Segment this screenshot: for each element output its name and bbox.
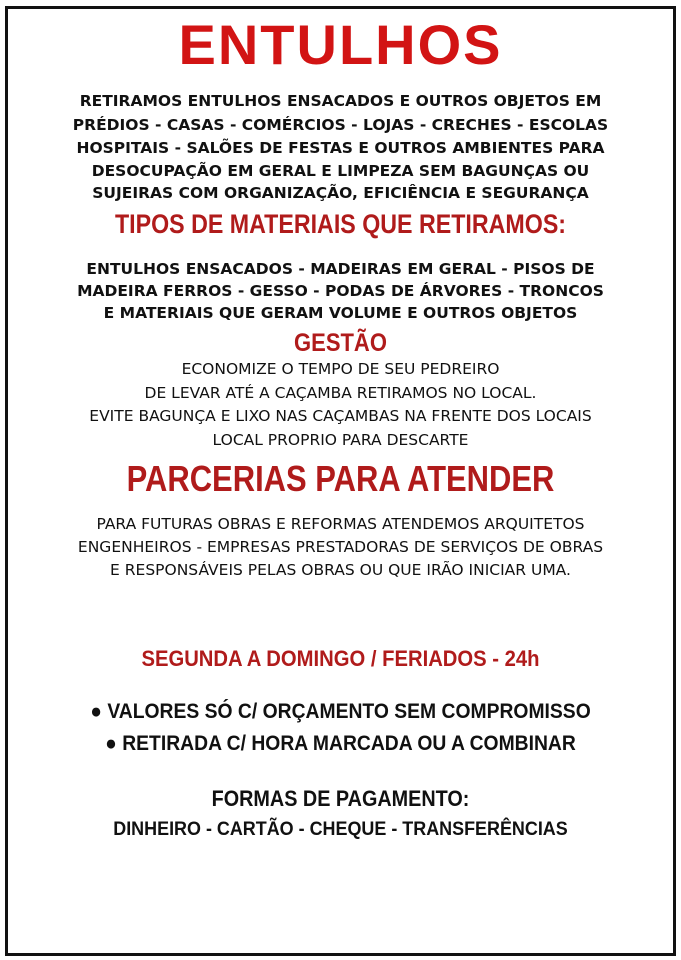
bullet-text: VALORES SÓ C/ ORÇAMENTO SEM COMPROMISSO (107, 700, 591, 723)
gestao-line: DE LEVAR ATÉ A CAÇAMBA RETIRAMOS NO LOCAL. (144, 384, 537, 402)
bullet-dot-icon: ● (105, 732, 123, 755)
parcerias-line: PARA FUTURAS OBRAS E REFORMAS ATENDEMOS ARQUITETOS (96, 515, 585, 533)
bullet-item (27, 732, 654, 756)
parcerias-line: E RESPONSÁVEIS PELAS OBRAS OU QUE IRÃO INICIAR UMA. (110, 561, 571, 579)
gestao-line: EVITE BAGUNÇA E LIXO NAS CAÇAMBAS NA FRENTE DOS LOCAIS (89, 407, 592, 425)
gestao-line: LOCAL PROPRIO PARA DESCARTE (212, 431, 469, 449)
parcerias-line: ENGENHEIROS - EMPRESAS PRESTADORAS DE SERVIÇOS DE OBRAS (77, 538, 604, 556)
materials-line: ENTULHOS ENSACADOS - MADEIRAS EM GERAL - PISOS DE (86, 260, 595, 278)
materials-heading: TIPOS DE MATERIAIS QUE RETIRAMOS: (114, 209, 567, 239)
materials-line: MADEIRA FERROS - GESSO - PODAS DE ÁRVORES - TRONCOS (77, 282, 604, 300)
intro-line: SUJEIRAS COM ORGANIZAÇÃO, EFICIÊNCIA E SEGURANÇA (92, 184, 589, 202)
intro-line: RETIRAMOS ENTULHOS ENSACADOS E OUTROS OBJETOS EM (79, 92, 602, 110)
payment-heading: FORMAS DE PAGAMENTO: (211, 786, 470, 811)
intro-line: DESOCUPAÇÃO EM GERAL E LIMPEZA SEM BAGUNÇAS OU (91, 162, 590, 180)
poster-title: ENTULHOS (178, 13, 503, 76)
schedule-heading: SEGUNDA A DOMINGO / FERIADOS - 24h (141, 646, 540, 671)
parcerias-heading: PARCERIAS PARA ATENDER (126, 458, 555, 499)
intro-line: HOSPITAIS - SALÕES DE FESTAS E OUTROS AMBIENTES PARA (76, 139, 605, 157)
bullet-dot-icon: ● (90, 700, 108, 723)
materials-line: E MATERIAIS QUE GERAM VOLUME E OUTROS OBJETOS (103, 304, 578, 322)
gestao-line: ECONOMIZE O TEMPO DE SEU PEDREIRO (181, 360, 500, 378)
payment-methods: DINHEIRO - CARTÃO - CHEQUE - TRANSFERÊNCIAS (113, 818, 568, 840)
bullet-item (27, 700, 654, 724)
intro-line: PRÉDIOS - CASAS - COMÉRCIOS - LOJAS - CRECHES - ESCOLAS (72, 116, 609, 134)
bullet-text: RETIRADA C/ HORA MARCADA OU A COMBINAR (122, 732, 576, 755)
gestao-heading: GESTÃO (294, 329, 387, 357)
